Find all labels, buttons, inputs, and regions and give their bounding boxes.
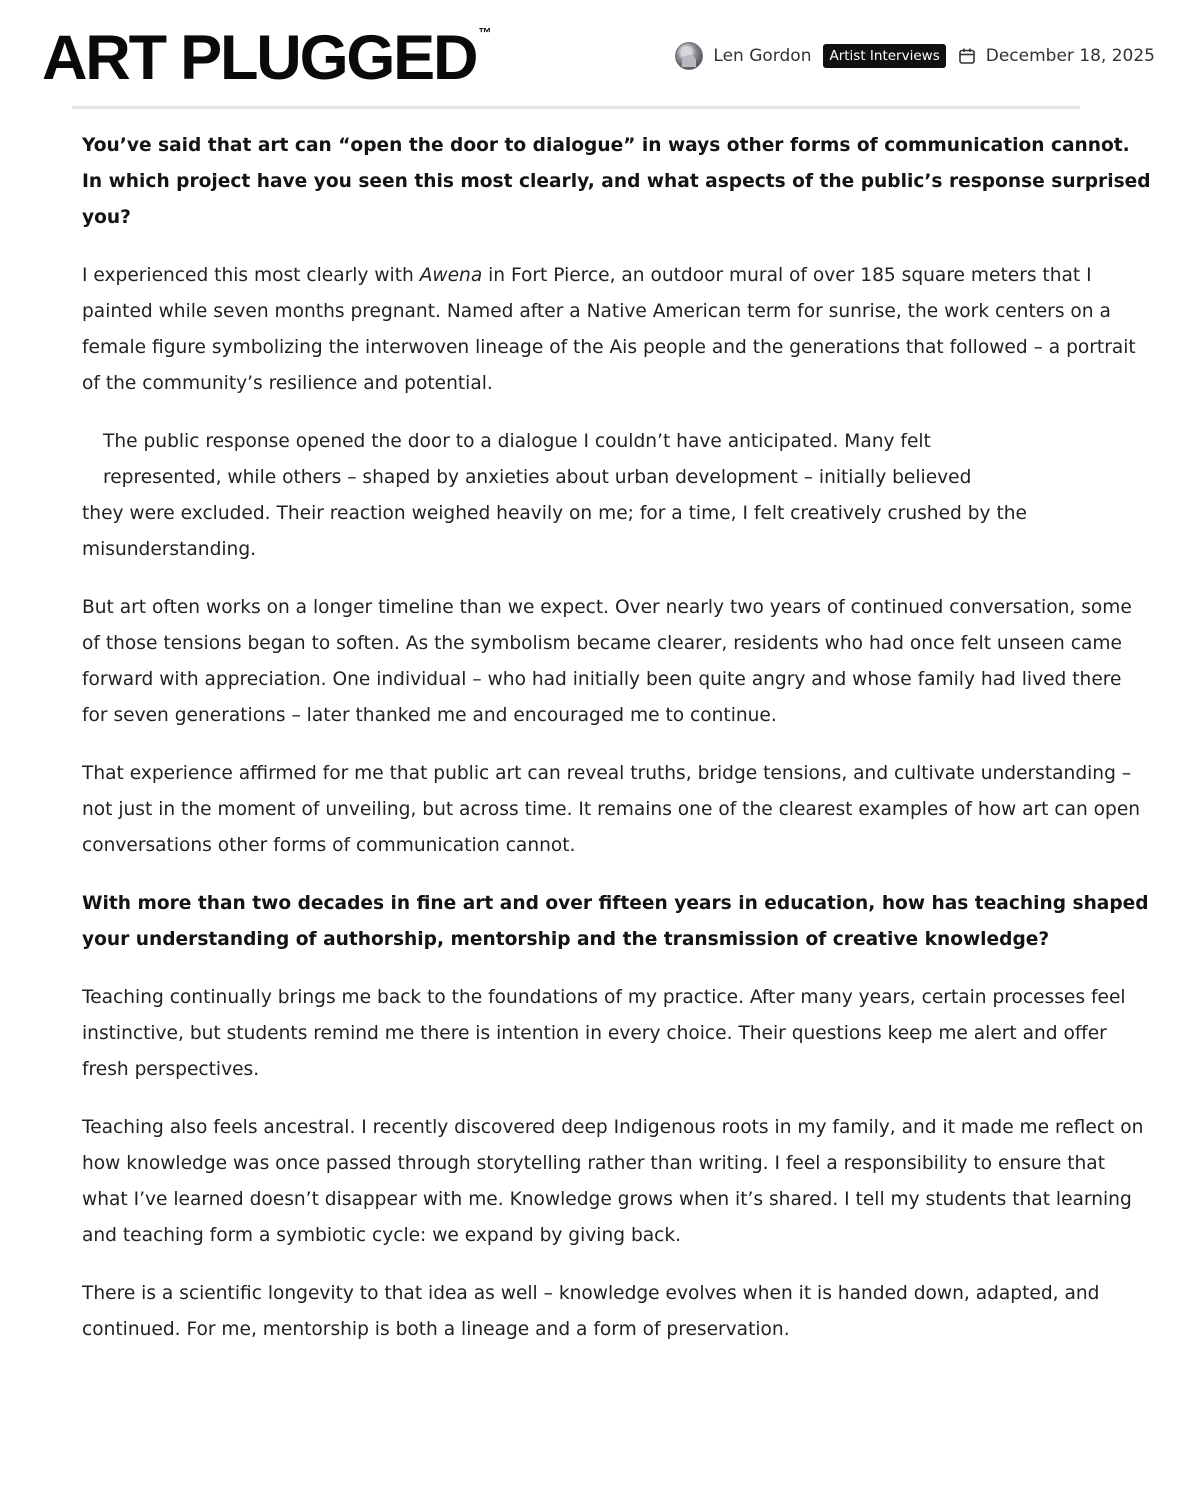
answer-1-text-b: in Fort Pierce, an outdoor mural of over 185 square meters that I painted while seven months pregnant. Named after a Native American term for sunrise, the work centers on a female figure symbolizing the interwoven lineage of the Ais people and the generations that followed – a portrait of the community’s resilience and potential.	[82, 265, 1136, 394]
trademark-symbol: ™	[478, 25, 492, 40]
answer-1-p2-line-2: represented, while others – shaped by anxieties about urban development – initially believed	[103, 467, 972, 488]
site-header	[0, 0, 1200, 110]
logo-text: ART PLUGGED	[42, 23, 477, 93]
category-badge[interactable]: Artist Interviews	[823, 44, 945, 68]
answer-2-paragraph-2: Teaching also feels ancestral. I recently discovered deep Indigenous roots in my family, and it made me reflect on how knowledge was once passed through storytelling rather than writing. I feel a responsibility to ensure that what I’ve learned doesn’t disappear with me. Knowledge grows when it’s shared. I tell my students that learning and teaching form a symbiotic cycle: we expand by giving back.	[82, 1117, 1144, 1246]
answer-1-paragraph-4: That experience affirmed for me that public art can reveal truths, bridge tensions, and cultivate understanding – not just in the moment of unveiling, but across time. It remains one of the clearest examples of how art can open conversations other forms of communication cannot.	[82, 763, 1141, 856]
answer-1-p2-rest: they were excluded. Their reaction weighed heavily on me; for a time, I felt creatively crushed by the misunderstanding.	[82, 503, 1027, 560]
author-name-link[interactable]: Len Gordon	[713, 46, 812, 66]
article-body	[82, 128, 1152, 1370]
answer-1-text-a: I experienced this most clearly with	[82, 265, 420, 286]
answer-2-paragraph-1: Teaching continually brings me back to the foundations of my practice. After many years, certain processes feel instinctive, but students remind me there is intention in every choice. Their questions keep me alert and offer fresh perspectives.	[82, 987, 1126, 1080]
answer-2-paragraph-3: There is a scientific longevity to that idea as well – knowledge evolves when it is handed down, adapted, and continued. For me, mentorship is both a lineage and a form of preservation.	[82, 1283, 1100, 1340]
answer-1-p2-line-1: The public response opened the door to a dialogue I couldn’t have anticipated. Many felt	[103, 431, 931, 452]
calendar-icon	[958, 47, 976, 65]
answer-1-paragraph-2	[82, 424, 1152, 568]
publish-date: December 18, 2025	[985, 46, 1155, 66]
artwork-title: Awena	[419, 265, 483, 286]
header-divider	[72, 106, 1080, 109]
interview-question-2: With more than two decades in fine art and over fifteen years in education, how has teaching shaped your understanding of authorship, mentorship and the transmission of creative knowledge?	[82, 893, 1149, 950]
article-meta	[675, 40, 1155, 72]
answer-1-paragraph-3: But art often works on a longer timeline than we expect. Over nearly two years of continued conversation, some of those tensions began to soften. As the symbolism became clearer, residents who had once felt unseen came forward with appreciation. One individual – who had initially been quite angry and whose family had lived there for seven generations – later thanked me and encouraged me to continue.	[82, 597, 1132, 726]
interview-question-1: You’ve said that art can “open the door to dialogue” in ways other forms of communication cannot. In which project have you seen this most clearly, and what aspects of the public’s response surprised you?	[82, 135, 1151, 228]
author-avatar-icon[interactable]	[675, 42, 703, 70]
answer-1-paragraph-1	[82, 258, 1152, 402]
site-logo[interactable]	[42, 22, 491, 94]
